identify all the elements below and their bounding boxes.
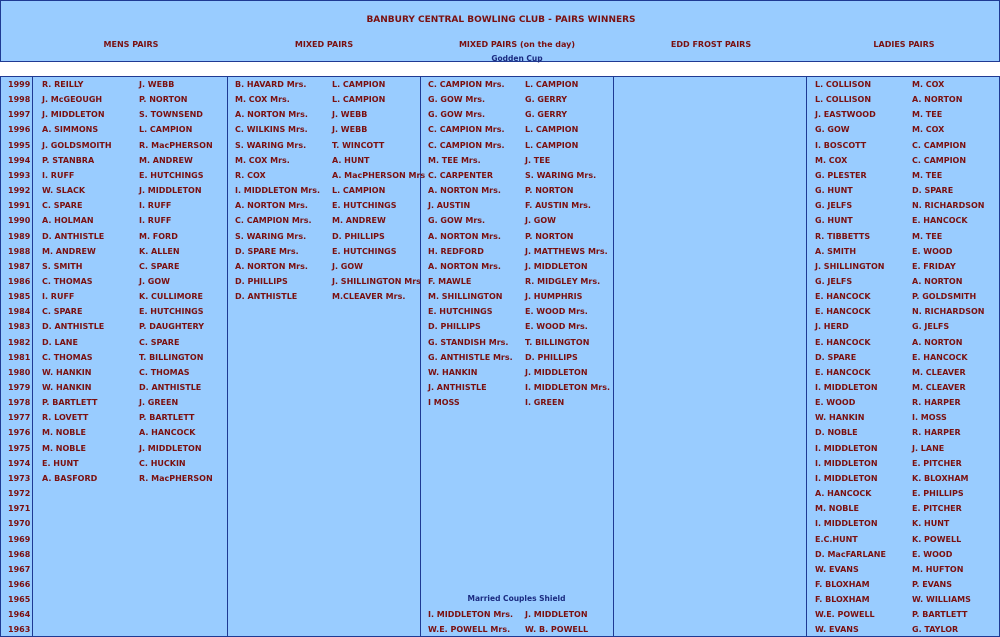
ladies-pairs-player-2: E. FRIDAY bbox=[912, 261, 956, 271]
mixed-day-pairs-player-2: R. MIDGLEY Mrs. bbox=[525, 276, 601, 286]
ladies-pairs-player-1: M. NOBLE bbox=[815, 504, 859, 514]
mens-pairs-player-2: C. SPARE bbox=[139, 261, 180, 271]
year-label: 1976 bbox=[8, 428, 31, 438]
mens-pairs-player-1: I. RUFF bbox=[42, 170, 75, 180]
mens-pairs-player-1: W. HANKIN bbox=[42, 383, 92, 392]
ladies-pairs-player-1: D. NOBLE bbox=[815, 428, 858, 438]
column-divider bbox=[613, 77, 614, 637]
ladies-pairs-player-1: E. HANCOCK bbox=[815, 307, 871, 317]
ladies-pairs-player-1: E. HANCOCK bbox=[815, 292, 871, 302]
mixed-day-pairs-player-1: G. STANDISH Mrs. bbox=[428, 337, 509, 347]
column-subheader-godden-cup: Godden Cup bbox=[491, 54, 543, 63]
year-label: 1966 bbox=[8, 579, 31, 589]
mens-pairs-player-1: D. LANE bbox=[42, 337, 78, 347]
mens-pairs-player-2: J. MIDDLETON bbox=[139, 186, 202, 196]
mixed-day-pairs-player-1: A. NORTON Mrs. bbox=[428, 231, 501, 241]
mixed-pairs-player-2: L. CAMPION bbox=[332, 80, 386, 89]
year-label: 1978 bbox=[8, 398, 31, 408]
ladies-pairs-player-1: G. HUNT bbox=[815, 216, 853, 226]
ladies-pairs-player-1: I. MIDDLETON bbox=[815, 443, 878, 453]
mixed-day-pairs-player-1: I MOSS bbox=[428, 398, 460, 408]
column-header-ladies-pairs: LADIES PAIRS bbox=[873, 40, 935, 49]
mixed-day-pairs-player-1: J. AUSTIN bbox=[428, 201, 471, 211]
mens-pairs-player-2: R. MacPHERSON bbox=[139, 473, 213, 483]
column-divider bbox=[227, 77, 228, 637]
mixed-pairs-player-1: S. WARING Mrs. bbox=[235, 140, 307, 150]
year-label: 1981 bbox=[8, 352, 31, 362]
ladies-pairs-player-2: K. HUNT bbox=[912, 519, 950, 529]
mixed-pairs-player-2: D. PHILLIPS bbox=[332, 231, 385, 241]
ladies-pairs-player-2: G. TAYLOR bbox=[912, 625, 959, 635]
ladies-pairs-player-2: D. SPARE bbox=[912, 186, 954, 196]
mixed-day-pairs-player-1: C. CARPENTER bbox=[428, 170, 494, 180]
ladies-pairs-player-1: I. MIDDLETON bbox=[815, 473, 878, 483]
ladies-pairs-player-1: W. EVANS bbox=[815, 625, 859, 635]
mens-pairs-player-2: T. BILLINGTON bbox=[139, 352, 204, 362]
year-label: 1974 bbox=[8, 458, 31, 468]
mens-pairs-player-2: R. MacPHERSON bbox=[139, 140, 213, 150]
mens-pairs-player-2: P. NORTON bbox=[139, 95, 188, 105]
mixed-day-pairs-player-1: C. CAMPION Mrs. bbox=[428, 125, 505, 135]
ladies-pairs-player-2: M. HUFTON bbox=[912, 564, 964, 574]
mens-pairs-player-1: W. SLACK bbox=[42, 186, 86, 196]
mens-pairs-player-1: R. LOVETT bbox=[42, 413, 89, 423]
ladies-pairs-player-2: E. WOOD bbox=[912, 549, 953, 559]
year-label: 1993 bbox=[8, 170, 31, 180]
ladies-pairs-player-1: I. MIDDLETON bbox=[815, 383, 878, 392]
mixed-pairs-player-1: C. CAMPION Mrs. bbox=[235, 216, 312, 226]
mens-pairs-player-1: P. BARTLETT bbox=[42, 398, 98, 408]
mixed-pairs-player-1: M. COX Mrs. bbox=[235, 95, 290, 105]
ladies-pairs-player-2: M. TEE bbox=[912, 170, 943, 180]
mens-pairs-player-2: J. WEBB bbox=[139, 80, 175, 89]
ladies-pairs-player-2: K. POWELL bbox=[912, 534, 962, 544]
mens-pairs-player-1: M. NOBLE bbox=[42, 428, 86, 438]
ladies-pairs-player-2: A. NORTON bbox=[912, 276, 963, 286]
mens-pairs-player-2: E. HUTCHINGS bbox=[139, 307, 204, 317]
mens-pairs-player-2: J. MIDDLETON bbox=[139, 443, 202, 453]
mixed-pairs-player-1: S. WARING Mrs. bbox=[235, 231, 307, 241]
mens-pairs-player-1: J. McGEOUGH bbox=[42, 95, 103, 105]
mixed-day-pairs-player-2: E. WOOD Mrs. bbox=[525, 322, 588, 332]
mixed-day-pairs-player-2: J. MIDDLETON bbox=[525, 261, 588, 271]
mixed-day-pairs-player-2: L. CAMPION bbox=[525, 125, 579, 135]
mixed-day-pairs-player-2: L. CAMPION bbox=[525, 140, 579, 150]
mens-pairs-player-2: M. FORD bbox=[139, 231, 178, 241]
mixed-day-pairs-player-2: J. TEE bbox=[525, 155, 551, 165]
ladies-pairs-player-1: J. HERD bbox=[815, 322, 849, 332]
year-label: 1998 bbox=[8, 95, 31, 105]
year-label: 1999 bbox=[8, 80, 31, 89]
ladies-pairs-player-1: W.E. POWELL bbox=[815, 610, 875, 620]
year-label: 1970 bbox=[8, 519, 31, 529]
mens-pairs-player-2: E. HUTCHINGS bbox=[139, 170, 204, 180]
mixed-pairs-player-2: A. HUNT bbox=[332, 155, 370, 165]
header-panel bbox=[0, 0, 1000, 62]
mens-pairs-player-1: M. ANDREW bbox=[42, 246, 96, 256]
mixed-pairs-player-2: L. CAMPION bbox=[332, 95, 386, 105]
ladies-pairs-player-2: W. WILLIAMS bbox=[912, 595, 971, 605]
column-divider bbox=[420, 77, 421, 637]
mixed-day-pairs-player-2: E. WOOD Mrs. bbox=[525, 307, 588, 317]
mixed-day-pairs-player-2: J. MIDDLETON bbox=[525, 367, 588, 377]
mixed-day-pairs-player-1: A. NORTON Mrs. bbox=[428, 186, 501, 196]
year-label: 1971 bbox=[8, 504, 31, 514]
mixed-day-pairs-player-1: D. PHILLIPS bbox=[428, 322, 481, 332]
ladies-pairs-player-2: E. WOOD bbox=[912, 246, 953, 256]
mixed-pairs-player-2: J. GOW bbox=[332, 261, 363, 271]
mixed-day-pairs-player-1: C. CAMPION Mrs. bbox=[428, 80, 505, 89]
mens-pairs-player-2: M. ANDREW bbox=[139, 155, 193, 165]
mixed-pairs-player-2: J. SHILLINGTON Mrs bbox=[332, 276, 421, 286]
mixed-day-pairs-player-1: M. TEE Mrs. bbox=[428, 155, 481, 165]
ladies-pairs-player-2: I. MOSS bbox=[912, 413, 947, 423]
mixed-pairs-player-1: D. ANTHISTLE bbox=[235, 292, 298, 302]
ladies-pairs-player-1: I. MIDDLETON bbox=[815, 458, 878, 468]
year-label: 1980 bbox=[8, 367, 31, 377]
ladies-pairs-player-1: L. COLLISON bbox=[815, 95, 872, 105]
mens-pairs-player-2: P. BARTLETT bbox=[139, 413, 195, 423]
mixed-day-pairs-player-2: J. GOW bbox=[525, 216, 556, 226]
mixed-day-pairs-player-1: C. CAMPION Mrs. bbox=[428, 140, 505, 150]
mixed-pairs-player-2: T. WINCOTT bbox=[332, 140, 385, 150]
column-header-edd-frost-pairs: EDD FROST PAIRS bbox=[670, 40, 752, 49]
mixed-pairs-player-1: A. NORTON Mrs. bbox=[235, 261, 308, 271]
ladies-pairs-player-2: E. PITCHER bbox=[912, 504, 962, 514]
mixed-pairs-player-1: D. SPARE Mrs. bbox=[235, 246, 299, 256]
column-header-mixed-pairs: MIXED PAIRS bbox=[294, 40, 354, 49]
ladies-pairs-player-2: M. TEE bbox=[912, 110, 943, 120]
ladies-pairs-player-1: W. HANKIN bbox=[815, 413, 865, 423]
ladies-pairs-player-1: D. MacFARLANE bbox=[815, 549, 886, 559]
mixed-day-pairs-player-2: I. MIDDLETON Mrs. bbox=[525, 383, 611, 392]
column-header-mens-pairs: MENS PAIRS bbox=[103, 40, 159, 49]
mens-pairs-player-2: J. GOW bbox=[139, 276, 170, 286]
mixed-pairs-player-2: J. WEBB bbox=[332, 110, 368, 120]
mixed-day-pairs-player-1: G. GOW Mrs. bbox=[428, 110, 486, 120]
year-label: 1968 bbox=[8, 549, 31, 559]
mixed-day-pairs-player-2: P. NORTON bbox=[525, 231, 574, 241]
mens-pairs-player-2: C. HUCKIN bbox=[139, 458, 186, 468]
mixed-day-pairs-player-2: J. MATTHEWS Mrs. bbox=[525, 246, 608, 256]
year-label: 1969 bbox=[8, 534, 31, 544]
ladies-pairs-player-2: C. CAMPION bbox=[912, 140, 967, 150]
married-couples-player-1: I. MIDDLETON Mrs. bbox=[428, 610, 514, 620]
year-label: 1967 bbox=[8, 564, 31, 574]
year-label: 1986 bbox=[8, 276, 31, 286]
ladies-pairs-player-1: A. HANCOCK bbox=[815, 489, 872, 499]
column-divider bbox=[806, 77, 807, 637]
ladies-pairs-player-1: G. JELFS bbox=[815, 201, 853, 211]
year-label: 1963 bbox=[8, 625, 31, 635]
mixed-pairs-player-1: B. HAVARD Mrs. bbox=[235, 80, 307, 89]
married-couples-shield-label: Married Couples Shield bbox=[467, 594, 566, 603]
column-header-mixed-pairs-on-the-day: MIXED PAIRS (on the day) bbox=[458, 40, 576, 49]
ladies-pairs-player-2: M. TEE bbox=[912, 231, 943, 241]
mixed-pairs-player-1: R. COX bbox=[235, 170, 266, 180]
ladies-pairs-player-2: M. CLEAVER bbox=[912, 383, 966, 392]
mixed-pairs-player-2: E. HUTCHINGS bbox=[332, 246, 397, 256]
married-couples-player-2: W. B. POWELL bbox=[525, 625, 589, 635]
ladies-pairs-player-1: A. SMITH bbox=[815, 246, 857, 256]
year-label: 1991 bbox=[8, 201, 31, 211]
ladies-pairs-player-1: G. HUNT bbox=[815, 186, 853, 196]
mixed-pairs-player-1: C. WILKINS Mrs. bbox=[235, 125, 308, 135]
mixed-pairs-player-2: A. MacPHERSON Mrs bbox=[332, 170, 426, 180]
mens-pairs-player-2: A. HANCOCK bbox=[139, 428, 196, 438]
ladies-pairs-player-2: P. BARTLETT bbox=[912, 610, 968, 620]
mens-pairs-player-1: A. HOLMAN bbox=[42, 216, 94, 226]
mixed-day-pairs-player-1: A. NORTON Mrs. bbox=[428, 261, 501, 271]
winners-table bbox=[0, 76, 1000, 637]
mixed-day-pairs-player-2: D. PHILLIPS bbox=[525, 352, 578, 362]
mens-pairs-player-1: C. THOMAS bbox=[42, 352, 93, 362]
mixed-day-pairs-player-2: J. HUMPHRIS bbox=[525, 292, 583, 302]
mixed-pairs-player-1: I. MIDDLETON Mrs. bbox=[235, 186, 321, 196]
ladies-pairs-player-2: A. NORTON bbox=[912, 95, 963, 105]
year-label: 1984 bbox=[8, 307, 31, 317]
mixed-day-pairs-player-2: F. AUSTIN Mrs. bbox=[525, 201, 591, 211]
ladies-pairs-player-1: J. SHILLINGTON bbox=[815, 261, 885, 271]
mens-pairs-player-2: I. RUFF bbox=[139, 201, 172, 211]
year-label: 1990 bbox=[8, 216, 31, 226]
mixed-day-pairs-player-2: L. CAMPION bbox=[525, 80, 579, 89]
mixed-day-pairs-player-2: G. GERRY bbox=[525, 110, 568, 120]
ladies-pairs-player-1: G. GOW bbox=[815, 125, 850, 135]
ladies-pairs-player-1: M. COX bbox=[815, 155, 848, 165]
year-label: 1975 bbox=[8, 443, 31, 453]
mens-pairs-player-2: C. THOMAS bbox=[139, 367, 190, 377]
column-divider bbox=[32, 77, 33, 637]
year-label: 1995 bbox=[8, 140, 31, 150]
ladies-pairs-player-2: A. NORTON bbox=[912, 337, 963, 347]
ladies-pairs-player-2: M. CLEAVER bbox=[912, 367, 966, 377]
year-label: 1989 bbox=[8, 231, 31, 241]
ladies-pairs-player-2: P. GOLDSMITH bbox=[912, 292, 977, 302]
married-couples-player-1: W.E. POWELL Mrs. bbox=[428, 625, 511, 635]
year-label: 1964 bbox=[8, 610, 31, 620]
ladies-pairs-player-2: C. CAMPION bbox=[912, 155, 967, 165]
mixed-day-pairs-player-2: I. GREEN bbox=[525, 398, 565, 408]
year-label: 1965 bbox=[8, 595, 31, 605]
year-label: 1983 bbox=[8, 322, 31, 332]
mixed-pairs-player-2: M. ANDREW bbox=[332, 216, 386, 226]
mens-pairs-player-1: D. ANTHISTLE bbox=[42, 322, 105, 332]
year-label: 1985 bbox=[8, 292, 31, 302]
ladies-pairs-player-2: K. BLOXHAM bbox=[912, 473, 969, 483]
mens-pairs-player-1: I. RUFF bbox=[42, 292, 75, 302]
ladies-pairs-player-2: P. EVANS bbox=[912, 579, 952, 589]
mens-pairs-player-2: S. TOWNSEND bbox=[139, 110, 203, 120]
mens-pairs-player-2: D. ANTHISTLE bbox=[139, 383, 202, 392]
mens-pairs-player-1: E. HUNT bbox=[42, 458, 79, 468]
ladies-pairs-player-1: E. WOOD bbox=[815, 398, 856, 408]
mixed-day-pairs-player-1: G. GOW Mrs. bbox=[428, 216, 486, 226]
year-label: 1994 bbox=[8, 155, 31, 165]
mens-pairs-player-2: K. ALLEN bbox=[139, 246, 180, 256]
mixed-pairs-player-2: M.CLEAVER Mrs. bbox=[332, 292, 406, 302]
mens-pairs-player-2: K. CULLIMORE bbox=[139, 292, 203, 302]
ladies-pairs-player-2: R. HARPER bbox=[912, 398, 961, 408]
mixed-pairs-player-2: L. CAMPION bbox=[332, 186, 386, 196]
mixed-day-pairs-player-2: G. GERRY bbox=[525, 95, 568, 105]
mens-pairs-player-1: J. MIDDLETON bbox=[42, 110, 105, 120]
ladies-pairs-player-1: E.C.HUNT bbox=[815, 534, 858, 544]
mens-pairs-player-1: P. STANBRA bbox=[42, 155, 95, 165]
mixed-pairs-player-1: M. COX Mrs. bbox=[235, 155, 290, 165]
year-label: 1979 bbox=[8, 383, 31, 392]
year-label: 1972 bbox=[8, 489, 31, 499]
ladies-pairs-player-2: E. HANCOCK bbox=[912, 216, 968, 226]
mens-pairs-player-1: M. NOBLE bbox=[42, 443, 86, 453]
mixed-pairs-player-1: A. NORTON Mrs. bbox=[235, 201, 308, 211]
mixed-day-pairs-player-1: F. MAWLE bbox=[428, 276, 472, 286]
ladies-pairs-player-1: E. HANCOCK bbox=[815, 367, 871, 377]
married-couples-player-2: J. MIDDLETON bbox=[525, 610, 588, 620]
year-label: 1982 bbox=[8, 337, 31, 347]
mens-pairs-player-1: D. ANTHISTLE bbox=[42, 231, 105, 241]
ladies-pairs-player-2: N. RICHARDSON bbox=[912, 307, 985, 317]
mens-pairs-player-2: J. GREEN bbox=[139, 398, 179, 408]
mixed-day-pairs-player-1: G. GOW Mrs. bbox=[428, 95, 486, 105]
mixed-pairs-player-1: D. PHILLIPS bbox=[235, 276, 288, 286]
mens-pairs-player-1: S. SMITH bbox=[42, 261, 83, 271]
ladies-pairs-player-1: I. MIDDLETON bbox=[815, 519, 878, 529]
mixed-pairs-player-2: J. WEBB bbox=[332, 125, 368, 135]
mixed-pairs-player-1: A. NORTON Mrs. bbox=[235, 110, 308, 120]
mixed-day-pairs-player-2: P. NORTON bbox=[525, 186, 574, 196]
ladies-pairs-player-2: R. HARPER bbox=[912, 428, 961, 438]
mens-pairs-player-1: C. SPARE bbox=[42, 307, 83, 317]
mens-pairs-player-2: L. CAMPION bbox=[139, 125, 193, 135]
year-label: 1997 bbox=[8, 110, 31, 120]
mens-pairs-player-1: C. THOMAS bbox=[42, 276, 93, 286]
mens-pairs-player-1: A. BASFORD bbox=[42, 473, 98, 483]
year-label: 1973 bbox=[8, 473, 31, 483]
ladies-pairs-player-2: J. LANE bbox=[912, 443, 945, 453]
year-label: 1988 bbox=[8, 246, 31, 256]
ladies-pairs-player-2: M. COX bbox=[912, 80, 945, 89]
mixed-day-pairs-player-1: E. HUTCHINGS bbox=[428, 307, 493, 317]
year-label: 1977 bbox=[8, 413, 31, 423]
ladies-pairs-player-2: M. COX bbox=[912, 125, 945, 135]
ladies-pairs-player-2: N. RICHARDSON bbox=[912, 201, 985, 211]
mixed-day-pairs-player-1: W. HANKIN bbox=[428, 367, 478, 377]
mens-pairs-player-1: R. REILLY bbox=[42, 80, 84, 89]
mens-pairs-player-1: J. GOLDSMOITH bbox=[42, 140, 112, 150]
ladies-pairs-player-1: F. BLOXHAM bbox=[815, 579, 870, 589]
mens-pairs-player-1: C. SPARE bbox=[42, 201, 83, 211]
mixed-day-pairs-player-1: H. REDFORD bbox=[428, 246, 484, 256]
mens-pairs-player-2: C. SPARE bbox=[139, 337, 180, 347]
mixed-day-pairs-player-2: S. WARING Mrs. bbox=[525, 170, 597, 180]
ladies-pairs-player-2: E. PITCHER bbox=[912, 458, 962, 468]
year-label: 1987 bbox=[8, 261, 31, 271]
ladies-pairs-player-1: L. COLLISON bbox=[815, 80, 872, 89]
year-label: 1996 bbox=[8, 125, 31, 135]
ladies-pairs-player-1: G. JELFS bbox=[815, 276, 853, 286]
mixed-day-pairs-player-2: T. BILLINGTON bbox=[525, 337, 590, 347]
ladies-pairs-player-1: J. EASTWOOD bbox=[815, 110, 876, 120]
year-label: 1992 bbox=[8, 186, 31, 196]
ladies-pairs-player-1: F. BLOXHAM bbox=[815, 595, 870, 605]
mixed-pairs-player-2: E. HUTCHINGS bbox=[332, 201, 397, 211]
ladies-pairs-player-1: W. EVANS bbox=[815, 564, 859, 574]
ladies-pairs-player-1: E. HANCOCK bbox=[815, 337, 871, 347]
ladies-pairs-player-2: E. PHILLIPS bbox=[912, 489, 964, 499]
page-title: BANBURY CENTRAL BOWLING CLUB - PAIRS WINNERS bbox=[366, 15, 636, 25]
ladies-pairs-player-1: D. SPARE bbox=[815, 352, 857, 362]
ladies-pairs-player-1: G. PLESTER bbox=[815, 170, 867, 180]
mens-pairs-player-1: A. SIMMONS bbox=[42, 125, 99, 135]
mixed-day-pairs-player-1: G. ANTHISTLE Mrs. bbox=[428, 352, 513, 362]
ladies-pairs-player-1: R. TIBBETTS bbox=[815, 231, 871, 241]
ladies-pairs-player-1: I. BOSCOTT bbox=[815, 140, 867, 150]
mens-pairs-player-2: P. DAUGHTERY bbox=[139, 322, 204, 332]
mens-pairs-player-1: W. HANKIN bbox=[42, 367, 92, 377]
ladies-pairs-player-2: E. HANCOCK bbox=[912, 352, 968, 362]
mens-pairs-player-2: I. RUFF bbox=[139, 216, 172, 226]
mixed-day-pairs-player-1: M. SHILLINGTON bbox=[428, 292, 503, 302]
ladies-pairs-player-2: G. JELFS bbox=[912, 322, 950, 332]
mixed-day-pairs-player-1: J. ANTHISTLE bbox=[428, 383, 487, 392]
